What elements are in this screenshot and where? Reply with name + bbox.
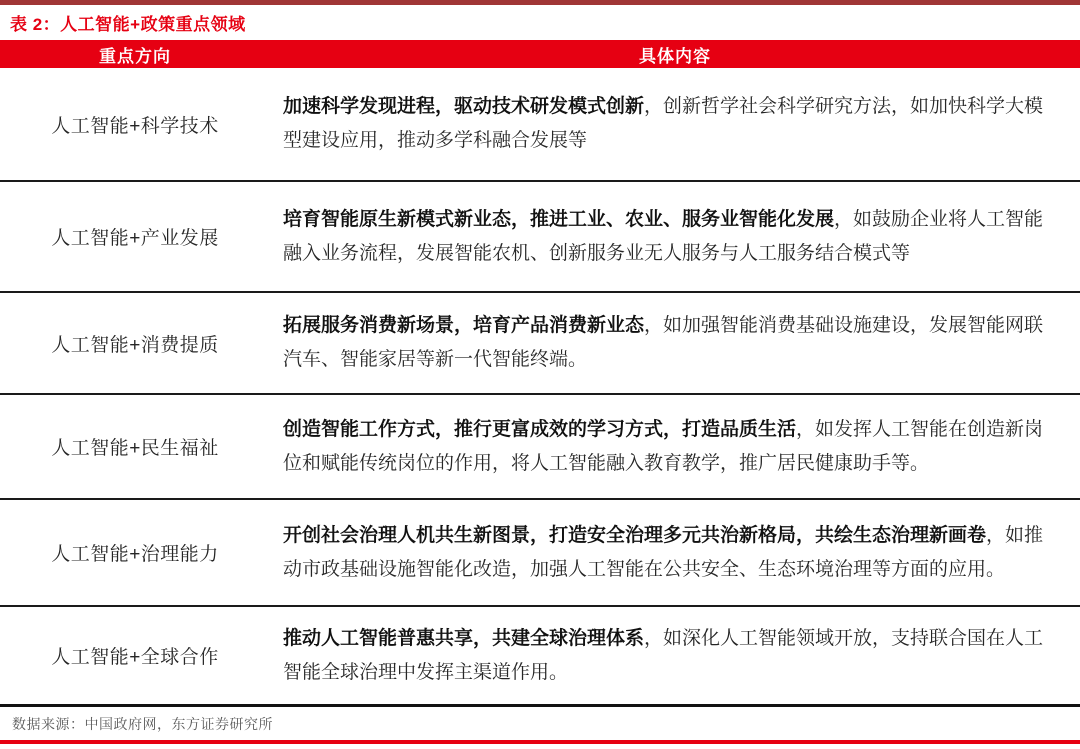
row-direction-label: 人工智能+全球合作 <box>51 647 219 668</box>
table-title-bar <box>0 5 1080 40</box>
row-content-bold: 加速科学发现进程，驱动技术研发模式创新 <box>283 96 645 117</box>
table-row-consumption <box>0 293 1080 395</box>
row-content-text <box>283 203 1052 271</box>
table-row-livelihood <box>0 395 1080 500</box>
row-direction-label: 人工智能+科学技术 <box>51 115 219 137</box>
row-direction-label: 人工智能+产业发展 <box>51 228 219 249</box>
table-header-row <box>0 40 1080 68</box>
row-content-text <box>283 309 1052 377</box>
row-content-rest: ，如发挥人工智能在创造新岗位和赋能传统岗位的作用，将人工智能融入教育教学，推广居民健康助手等。 <box>283 418 1044 474</box>
row-content-text <box>283 622 1052 690</box>
row-direction-label: 人工智能+消费提质 <box>51 334 219 356</box>
row-content-bold: 拓展服务消费新场景，培育产品消费新业态 <box>283 315 645 336</box>
row-direction-label: 人工智能+民生福祉 <box>51 438 219 459</box>
row-content-rest: ，如深化人工智能领域开放，支持联合国在人工智能全球治理中发挥主渠道作用。 <box>283 627 1044 683</box>
column-header-direction: 重点方向 <box>99 46 171 66</box>
row-content-bold: 培育智能原生新模式新业态，推进工业、农业、服务业智能化发展 <box>283 208 835 230</box>
row-content-cell <box>270 607 1080 704</box>
table-row-governance <box>0 500 1080 607</box>
row-content-bold: 开创社会治理人机共生新图景，打造安全治理多元共治新格局，共绘生态治理新画卷 <box>283 524 987 546</box>
column-header-content: 具体内容 <box>639 46 711 66</box>
row-content-cell <box>270 395 1080 498</box>
row-content-text <box>283 519 1052 587</box>
table-row-industry-dev <box>0 182 1080 293</box>
row-content-rest: ，如推动市政基础设施智能化改造，加强人工智能在公共安全、生态环境治理等方面的应用。 <box>283 524 1044 580</box>
row-content-rest: ，如鼓励企业将人工智能融入业务流程，发展智能农机、创新服务业无人服务与人工服务结合模式等 <box>283 208 1044 264</box>
row-content-cell <box>270 500 1080 605</box>
row-content-bold: 推动人工智能普惠共享，共建全球治理体系 <box>283 627 645 649</box>
table-title: 表 2：人工智能+政策重点领域 <box>10 15 246 34</box>
row-direction-label: 人工智能+治理能力 <box>51 544 219 565</box>
row-content-rest: ，如加强智能消费基础设施建设，发展智能网联汽车、智能家居等新一代智能终端。 <box>283 315 1044 370</box>
row-content-bold: 创造智能工作方式，推行更富成效的学习方式，打造品质生活 <box>283 418 797 440</box>
row-content-text <box>283 413 1052 481</box>
row-content-rest: ，创新哲学社会科学研究方法，如加快科学大模型建设应用，推动多学科融合发展等 <box>283 96 1044 151</box>
table-row-science-tech <box>0 68 1080 182</box>
bottom-padding <box>0 744 1080 749</box>
row-content-cell <box>270 68 1080 180</box>
row-content-text <box>283 90 1052 158</box>
data-source-text: 数据来源：中国政府网，东方证券研究所 <box>12 715 273 732</box>
table-row-global-coop <box>0 607 1080 707</box>
row-content-cell <box>270 293 1080 393</box>
data-source-row <box>0 707 1080 740</box>
row-content-cell <box>270 182 1080 291</box>
